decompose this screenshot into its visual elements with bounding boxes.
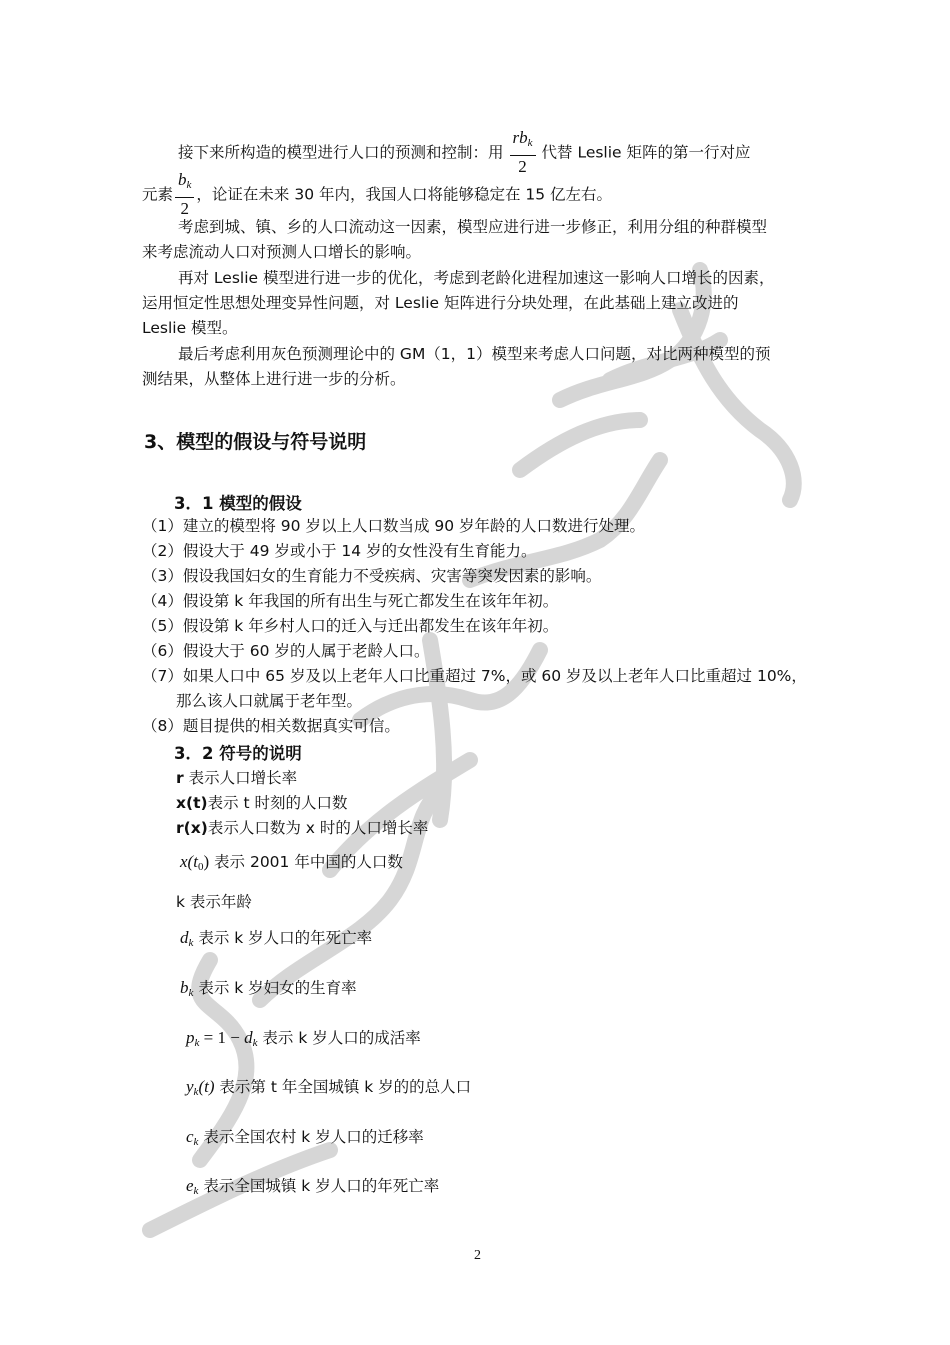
intro-paragraph-1-line-2: 元素 $\frac{b_k}{2}$ ，论证在未来 30 年内，我国人口将能够稳定在 15 亿左右。 (142, 170, 613, 218)
symbol-x-t0: $x(t_0)$ 表示 2001 年中国的人口数 (180, 852, 403, 873)
intro-paragraph-1-line-1: 接下来所构造的模型进行人口的预测和控制：用 $\frac{rb_k}{2}$ 代替 Leslie 矩阵的第一行对应 (178, 128, 751, 176)
assumption-1: （1）建立的模型将 90 岁以上人口数当成 90 岁年龄的人口数进行处理。 (142, 517, 646, 535)
fraction-rbk-over-2: $\frac{rb_k}{2}$ (510, 128, 536, 178)
subsection-3-1-heading: 3．1 模型的假设 (174, 494, 302, 513)
symbol-r-x: r(x)表示人口数为 x 时的人口增长率 (176, 819, 429, 837)
intro-paragraph-4-line-1: 最后考虑利用灰色预测理论中的 GM（1，1）模型来考虑人口问题，对比两种模型的预 (178, 345, 771, 363)
assumption-3: （3）假设我国妇女的生育能力不受疾病、灾害等突发因素的影响。 (142, 567, 602, 585)
subsection-3-2-heading: 3．2 符号的说明 (174, 744, 302, 763)
symbol-e-k: $e_k$ 表示全国城镇 k 岁人口的年死亡率 (186, 1176, 440, 1197)
symbol-r: r 表示人口增长率 (176, 769, 298, 787)
intro-paragraph-2-line-2: 来考虑流动人口对预测人口增长的影响。 (142, 243, 422, 261)
symbol-p-k: $p_k = 1 - d_k$ 表示 k 岁人口的成活率 (186, 1028, 421, 1049)
page-number: 2 (474, 1248, 481, 1263)
assumption-6: （6）假设大于 60 岁的人属于老龄人口。 (142, 642, 430, 660)
intro-paragraph-4-line-2: 测结果，从整体上进行进一步的分析。 (142, 370, 406, 388)
section-3-heading: 3、模型的假设与符号说明 (144, 431, 367, 453)
assumption-7: （7）如果人口中 65 岁及以上老年人口比重超过 7%，或 60 岁及以上老年人口比重超过 10%， (142, 667, 807, 685)
intro-paragraph-3-line-2: 运用恒定性思想处理变异性问题，对 Leslie 矩阵进行分块处理，在此基础上建立改进的 (142, 294, 739, 312)
fraction-bk-over-2: $\frac{b_k}{2}$ (175, 170, 194, 220)
assumption-8: （8）题目提供的相关数据真实可信。 (142, 717, 400, 735)
symbol-x-t: x(t)表示 t 时刻的人口数 (176, 794, 348, 812)
intro-paragraph-3-line-3: Leslie 模型。 (142, 319, 238, 337)
assumption-4: （4）假设第 k 年我国的所有出生与死亡都发生在该年年初。 (142, 592, 559, 610)
assumption-7-continued: 那么该人口就属于老年型。 (176, 692, 363, 710)
symbol-k: k 表示年龄 (176, 893, 252, 911)
symbol-y-k-t: $y_k(t)$ 表示第 t 年全国城镇 k 岁的的总人口 (186, 1077, 472, 1098)
assumption-5: （5）假设第 k 年乡村人口的迁入与迁出都发生在该年年初。 (142, 617, 559, 635)
symbol-d-k: $d_k$ 表示 k 岁人口的年死亡率 (180, 928, 373, 949)
symbol-c-k: $c_k$ 表示全国农村 k 岁人口的迁移率 (186, 1127, 424, 1148)
intro-paragraph-3-line-1: 再对 Leslie 模型进行进一步的优化，考虑到老龄化进程加速这一影响人口增长的因素， (178, 269, 775, 287)
intro-paragraph-2-line-1: 考虑到城、镇、乡的人口流动这一因素，模型应进行进一步修正，利用分组的种群模型 (178, 218, 768, 236)
symbol-b-k: $b_k$ 表示 k 岁妇女的生育率 (180, 978, 357, 999)
assumption-2: （2）假设大于 49 岁或小于 14 岁的女性没有生育能力。 (142, 542, 537, 560)
